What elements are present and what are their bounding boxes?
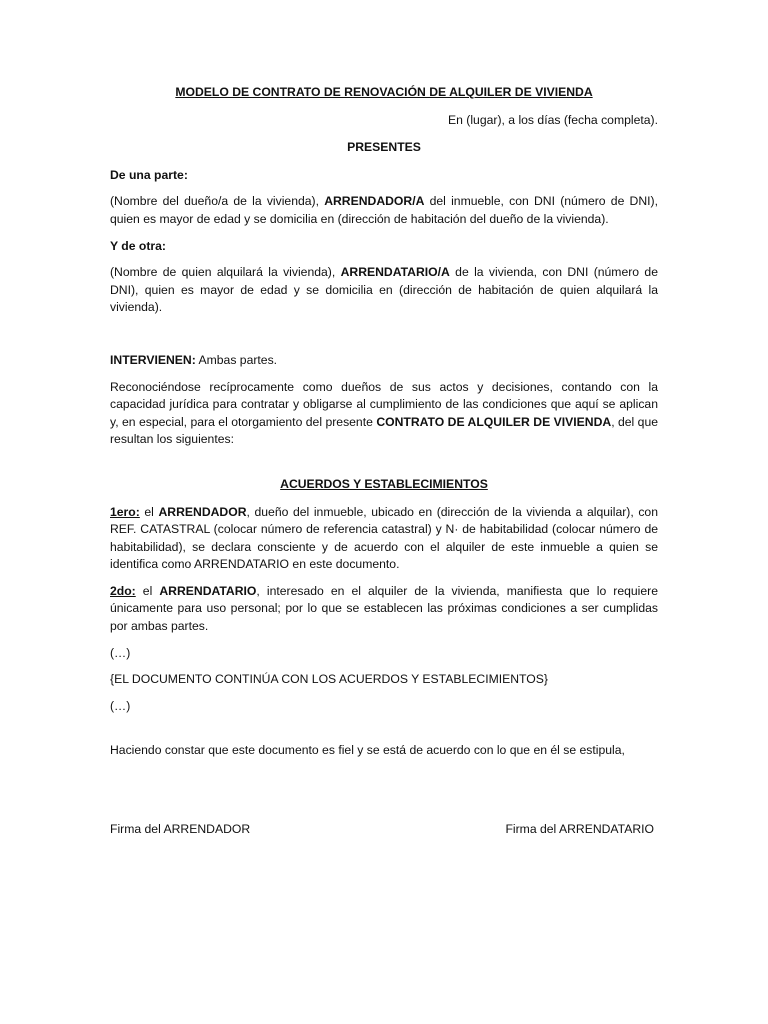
document-title: MODELO DE CONTRATO DE RENOVACIÓN DE ALQUILER DE VIVIENDA (175, 85, 593, 99)
reconociendo-bold: CONTRATO DE ALQUILER DE VIVIENDA (376, 414, 612, 429)
clause2-paragraph (110, 583, 658, 636)
clause1-bold: ARRENDADOR (158, 504, 247, 519)
party2-label: Y de otra: (110, 238, 166, 253)
reconociendo-text-b: , del que resultan los siguientes: (110, 414, 659, 447)
signature-left: Firma del ARRENDADOR (110, 822, 251, 837)
intervienen-paragraph (110, 352, 658, 370)
clause1-number: 1ero: (110, 504, 140, 519)
party2-role: ARRENDATARIO/A (340, 265, 450, 280)
party1-label: De una parte: (110, 167, 188, 182)
ellipsis-2: (…) (110, 698, 131, 713)
clause2-text-b: , interesado en el alquiler de la vivienda, manifiesta que lo requiere únicamente para uso personal; por lo que se establecen las próximas condiciones a ser cumplidas por ambas partes. (110, 583, 658, 634)
party2-paragraph (110, 264, 658, 317)
party1-text-b: del inmueble, con DNI (número de DNI), quien es mayor de edad y se domicilia en (dirección de habitación del dueño de la vivienda). (110, 194, 658, 226)
signature-row (110, 821, 654, 839)
party1-text-a: (Nombre del dueño/a de la vivienda), (110, 194, 325, 209)
continua-line: {EL DOCUMENTO CONTINÚA CON LOS ACUERDOS Y ESTABLECIMIENTOS} (110, 672, 548, 687)
presentes-heading: PRESENTES (347, 140, 421, 155)
clause2-text-a: el (135, 583, 160, 598)
reconociendo-paragraph (110, 379, 658, 449)
clause2-number: 2do: (110, 583, 136, 598)
party2-text-b: de la vivienda, con DNI (número de DNI), quien es mayor de edad y se domicilia en (dirección de habitación de quien alquilará la vivienda). (110, 265, 658, 315)
party2-text-a: (Nombre de quien alquilará la vivienda), (110, 265, 341, 280)
intervienen-label: INTERVIENEN: (110, 352, 196, 367)
party1-role: ARRENDADOR/A (324, 194, 425, 209)
clause1-text-a: el (139, 504, 159, 519)
closing-line: Haciendo constar que este documento es fiel y se está de acuerdo con lo que en él se estipula, (110, 743, 625, 758)
party1-paragraph (110, 193, 658, 228)
acuerdos-heading: ACUERDOS Y ESTABLECIMIENTOS (280, 476, 488, 491)
document-page (110, 84, 658, 839)
intervienen-text: Ambas partes. (195, 352, 278, 367)
date-line: En (lugar), a los días (fecha completa). (448, 112, 658, 127)
ellipsis-1: (…) (110, 645, 131, 660)
clause2-bold: ARRENDATARIO (159, 583, 257, 598)
reconociendo-text-a: Reconociéndose recíprocamente como dueños de sus actos y decisiones, contando con la capacidad jurídica para contratar y obligarse al cumplimiento de las condiciones que aquí se aplican y, en especial, para el otorgamiento del presente (110, 379, 658, 429)
clause1-paragraph (110, 504, 658, 574)
clause1-text-b: , dueño del inmueble, ubicado en (dirección de la vivienda a alquilar), con REF. CATASTRAL (colocar número de referencia catastral) y N· de habitabilidad (colocar número de habitabilidad), se declara consciente y de acuerdo con el alquiler de este inmueble a quien se identifica como ARRENDATARIO en este documento. (110, 504, 658, 572)
signature-right: Firma del ARRENDATARIO (505, 822, 654, 837)
